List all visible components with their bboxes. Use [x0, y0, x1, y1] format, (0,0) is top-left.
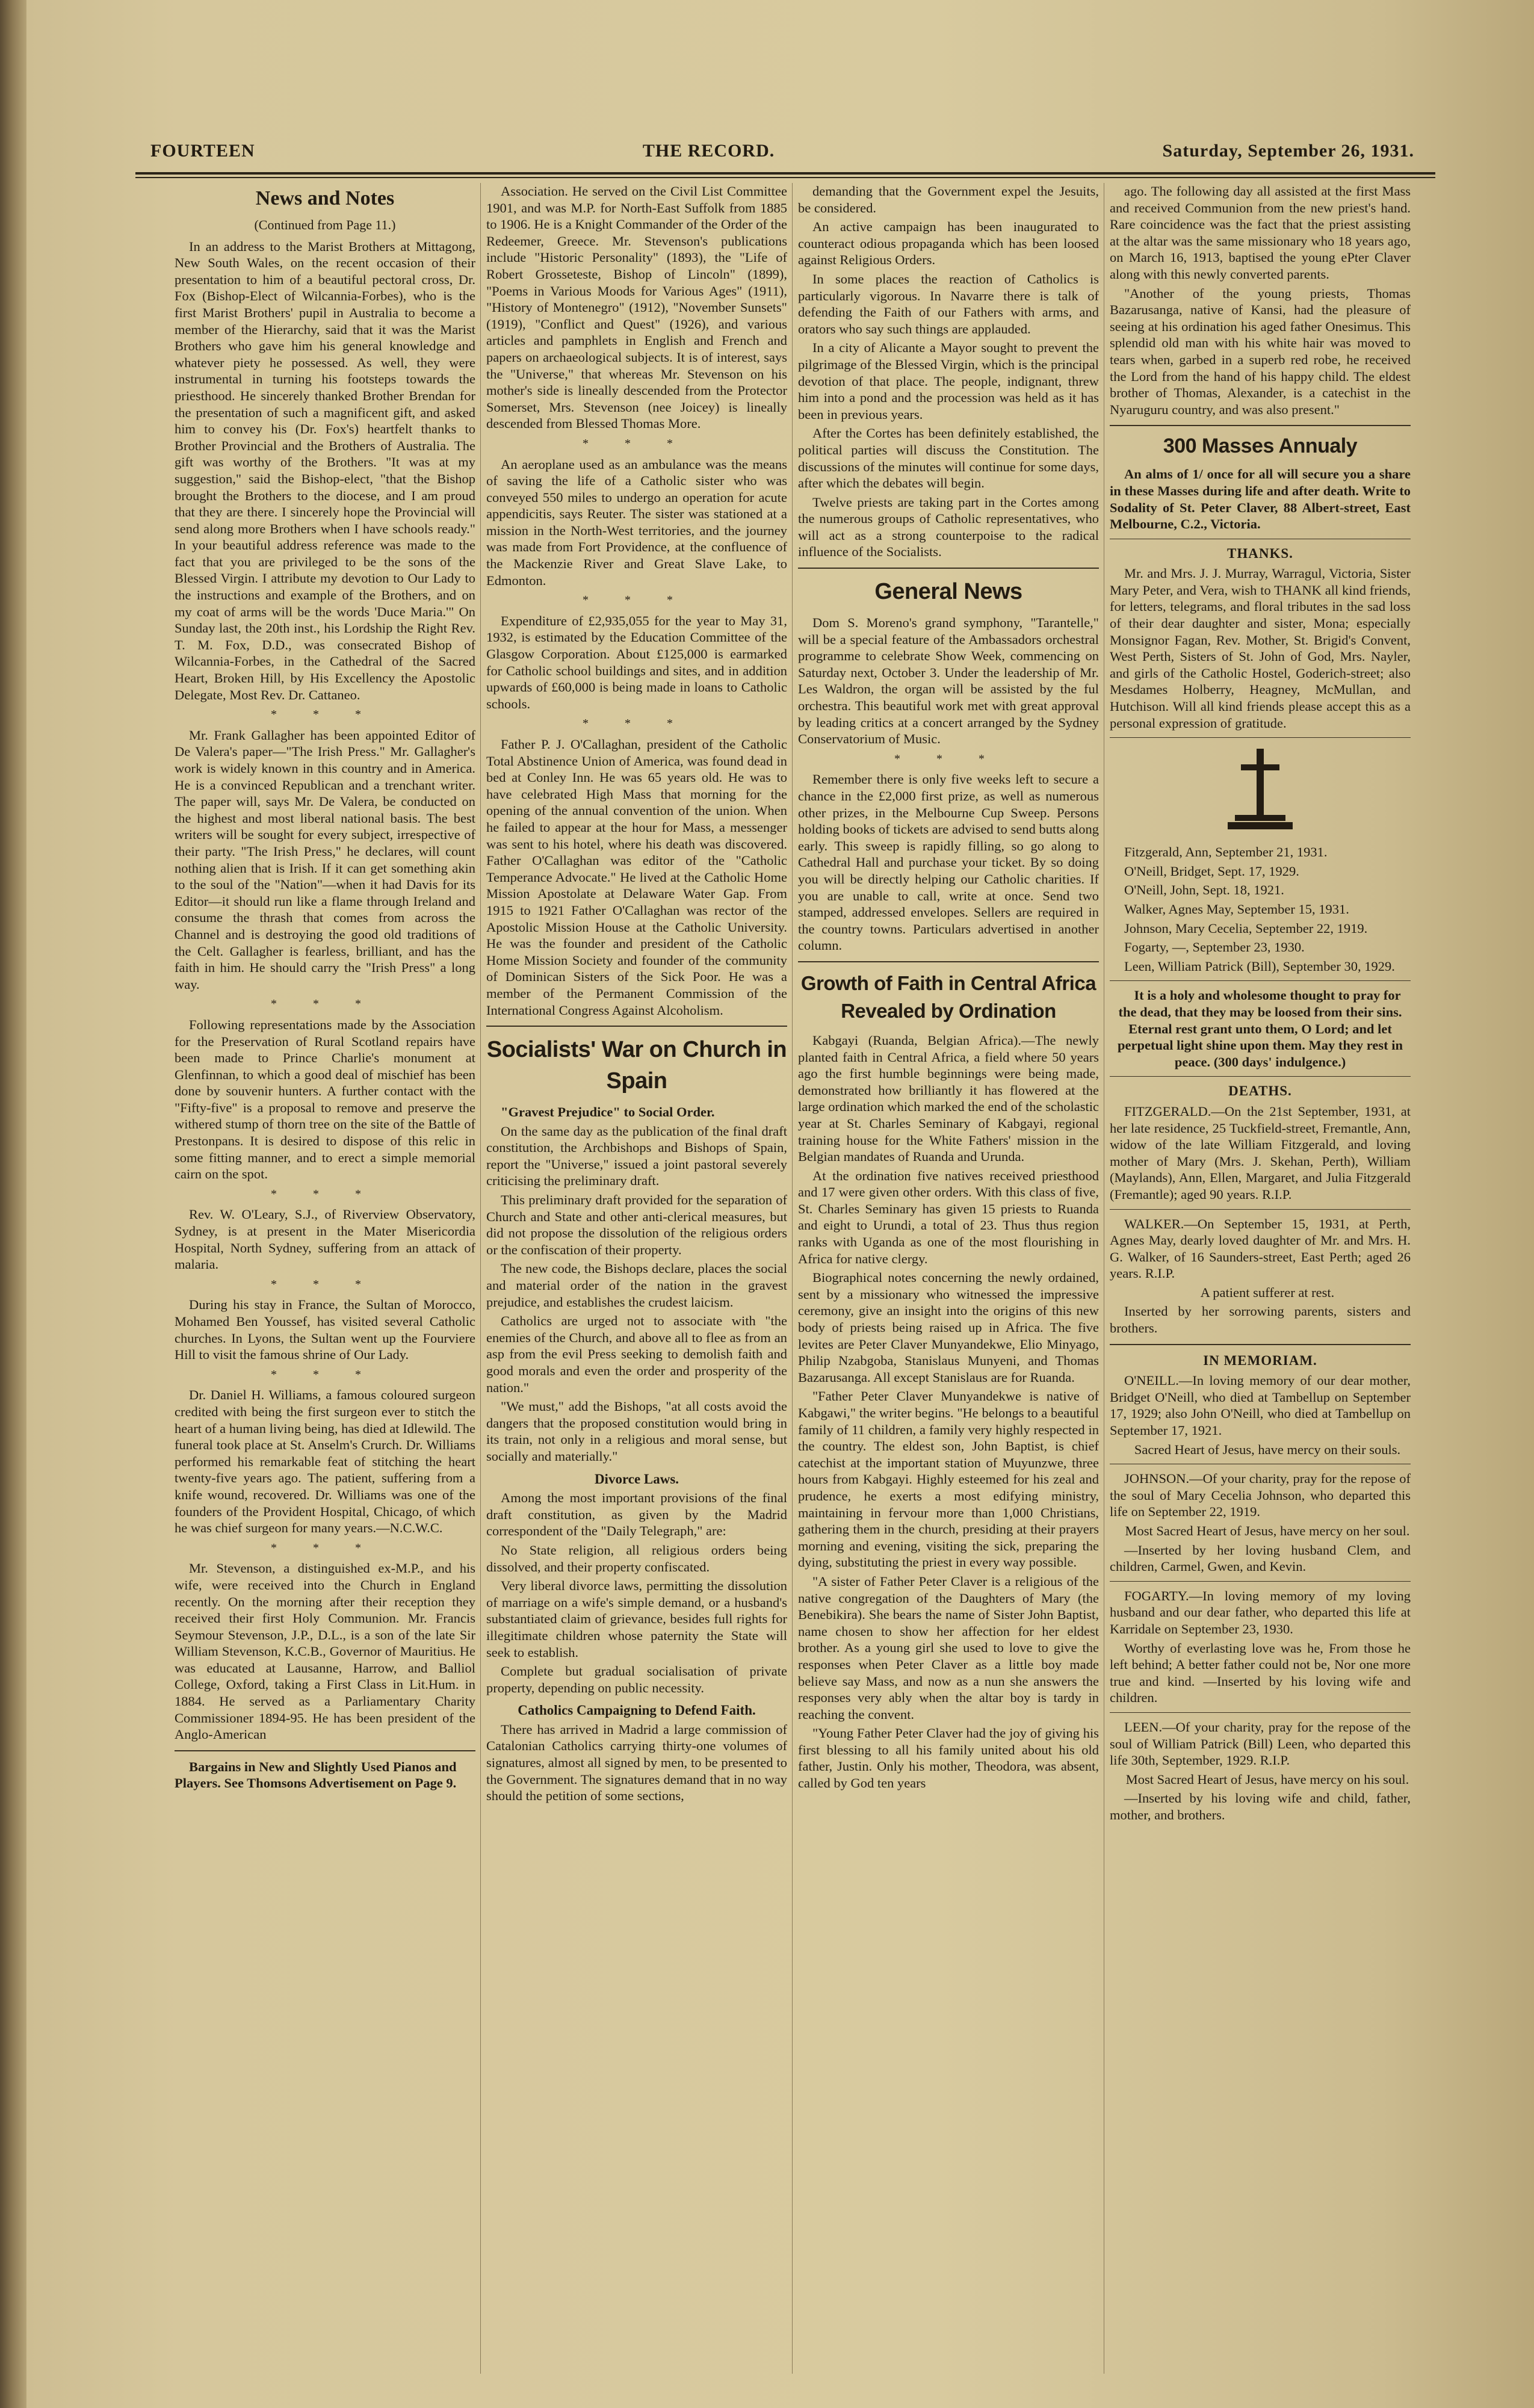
- article-paragraph: Association. He served on the Civil List Committee 1901, and was M.P. for North-East Suffolk from 1885 to 1906. He is a Knight Commander of the Order of the Redeemer, Greece. Mr. Stevenson's publications include "Historic Personality" (1893), the "Life of Robert Grosseteste, Bishop of Lincoln" (1899), "Poems in Various Moods for Various Ages" (1911), "History of Montenegro" (1912), "November Sunsets" (1919), "Conflict and Quest" (1926), and various articles and pamphlets in English and French and papers on archaeological subjects. It is of interest, says the "Universe," that whereas Mr. Stevenson on his mother's side is lineally descended from the Protector Somerset, Mrs. Stevenson (nee Joicey) is lineally descended from Blessed Thomas More.: [486, 184, 787, 432]
- divider: [175, 1750, 475, 1751]
- article-paragraph: "We must," add the Bishops, "at all costs avoid the dangers that the proposed constitution would bring in its train, not only in a religious and moral sense, but socially and materially.": [486, 1399, 787, 1464]
- piano-advertisement: Bargains in New and Slightly Used Pianos and Players. See Thomsons Advertisement on Page 9.: [175, 1759, 457, 1791]
- article-paragraph: An aeroplane used as an ambulance was the means of saving the life of a Catholic sister who was conveyed 550 miles to undergo an operation for acute appendicitis, says Reuter. The sister was stationed at a mission in the North-West territories, and the journey was made from Fort Providence, at the confluence of the Mackenzie River and Great Slave Lake, to Edmonton.: [486, 456, 787, 588]
- article-paragraph: At the ordination five natives received priesthood and 17 were given other orders. With this class of five, St. Charles Seminary has given 15 priests to Ruanda and eight to Urundi, a total of 23. Thus thus region ranks with Uganda as one of the most flourishing in Africa for native clergy.: [798, 1168, 1099, 1266]
- column-2: [486, 183, 787, 2374]
- article-paragraph: Very liberal divorce laws, permitting the dissolution of marriage on a wife's simple demand, or a husband's substantiated claim of grievance, besides full rights for illegitimate children whose paternity the State will seek to establish.: [486, 1578, 787, 1660]
- article-paragraph: Dr. Daniel H. Williams, a famous coloured surgeon credited with being the first surgeon ever to stitch the heart of a human living being, has died at Idlewild. The funeral took place at St. Anselm's Crurch. Dr. Williams performed his remarkable feat of stitching the heart twenty-five years ago. The patient, suffering from a knife wound, recovered. Dr. Williams was one of the founders of the Provident Hospital, Chicago, of which he was chief surgeon for many years.—N.C.W.C.: [175, 1387, 475, 1536]
- divider: [1110, 980, 1411, 981]
- article-paragraph: There has arrived in Madrid a large commission of Catalonian Catholics carrying thirty-one volumes of signatures, almost all signed by men, to be presented to the Government. The signatures demand that in no way should the petition of some sections,: [486, 1721, 787, 1804]
- star-separator: ***: [894, 752, 1021, 766]
- divider: [1110, 1076, 1411, 1077]
- subheading-divorce-laws: Divorce Laws.: [594, 1471, 679, 1487]
- remembrance-entry: Fogarty, —, September 23, 1930.: [1124, 939, 1305, 955]
- memoriam-line: —Inserted by his loving wife and child, father, mother, and brothers.: [1110, 1791, 1411, 1822]
- article-paragraph: Father P. J. O'Callaghan, president of the Catholic Total Abstinence Union of America, was found dead in bed at Conley Inn. He was 65 years old. He was to have celebrated High Mass that morning for the opening of the annual convention of the union. When he failed to appear at the hour for Mass, a messenger was sent to his hotel, where his death was discovered. Father O'Callaghan was editor of the "Catholic Temperance Advocate." He lived at the Catholic Home Mission Apostolate at Delaware Water Gap. From 1915 to 1921 Father O'Callaghan was rector of the Apostolic Mission House at the Catholic University. He was the founder and president of the Catholic Home Mission Society and founder of the community of Dominican Sisters of the Sick Poor. He was a member of the Permanent Commission of the International Congress Against Alcoholism.: [486, 737, 787, 1018]
- headline-socialists-war: Socialists' War on Church in Spain: [486, 1037, 787, 1094]
- remembrance-entry: Johnson, Mary Cecelia, September 22, 1919.: [1124, 920, 1368, 936]
- article-paragraph: Following representations made by the Association for the Preservation of Rural Scotland repairs have been made to Prince Charlie's monument at Glenfinnan, to which a good deal of mischief has been done by souvenir hunters. A further contact with the "Fifty-five" is a proposal to remove and preserve the withered stump of thorn tree on the site of the Battle of Prestonpans. It is desired to dispose of this relic in some fitting manner, and to erect a simple memorial cairn on the spot.: [175, 1017, 475, 1182]
- star-separator: ***: [271, 997, 397, 1011]
- article-paragraph: Complete but gradual socialisation of private property, depending on public necessity.: [486, 1664, 787, 1695]
- article-paragraph: In some places the reaction of Catholics is particularly vigorous. In Navarre there is talk of defending the Faith of our Fathers with arms, and orators who say such things are applauded.: [798, 271, 1099, 336]
- star-separator: ***: [271, 1277, 397, 1291]
- article-paragraph: On the same day as the publication of the final draft constitution, the Archbishops and Bishops of Spain, report the "Universe," issued a joint pastoral severely criticising the preliminary draft.: [486, 1123, 787, 1189]
- article-paragraph: An active campaign has been inaugurated to counteract odious propaganda which has been loosed against Religious Orders.: [798, 219, 1099, 268]
- article-paragraph: Among the most important provisions of the final draft constitution, as given by the Madrid correspondent of the "Daily Telegraph," are:: [486, 1490, 787, 1539]
- memoriam-line: Most Sacred Heart of Jesus, have mercy on her soul.: [1125, 1523, 1410, 1538]
- star-separator: ***: [271, 1367, 397, 1381]
- masthead: [150, 137, 1414, 165]
- memoriam-notice: FOGARTY.—In loving memory of my loving husband and our dear father, who departed this life at Karridale on September 23, 1930.: [1110, 1588, 1411, 1636]
- article-paragraph: demanding that the Government expel the Jesuits, be considered.: [798, 184, 1099, 215]
- article-paragraph: Expenditure of £2,935,055 for the year to May 31, 1932, is estimated by the Education Committee of the Glasgow Corporation. About £125,000 is earmarked for Catholic school buildings and sites, and in addition upwards of £60,000 is being made in loans to Catholic schools.: [486, 613, 787, 711]
- page-number: FOURTEEN: [150, 141, 255, 161]
- deaths-heading: DEATHS.: [1228, 1083, 1292, 1099]
- divider: [1110, 425, 1411, 426]
- article-paragraph: "Young Father Peter Claver had the joy of giving his first blessing to all his family united about his old father, Justin. Only his mother, Theodora, was absent, called by God ten years: [798, 1726, 1099, 1791]
- in-memoriam-heading: IN MEMORIAM.: [1203, 1352, 1317, 1368]
- memoriam-notice: O'NEILL.—In loving memory of our dear mother, Bridget O'Neill, who died at Tambellup on September 17, 1929; also John O'Neill, who died at Tambellup on September 17, 1921.: [1110, 1373, 1411, 1438]
- memoriam-notice: JOHNSON.—Of your charity, pray for the repose of the soul of Mary Cecelia Johnson, who departed this life on September 22, 1919.: [1110, 1471, 1411, 1520]
- remembrance-entry: Fitzgerald, Ann, September 21, 1931.: [1124, 844, 1328, 860]
- column-1: [175, 183, 475, 2374]
- remembrance-entry: O'Neill, Bridget, Sept. 17, 1929.: [1124, 863, 1299, 879]
- article-paragraph: This preliminary draft provided for the separation of Church and State and other anti-clerical measures, but did not propose the dissolution of the religious orders or the confiscation of their property.: [486, 1192, 787, 1257]
- article-paragraph: ago. The following day all assisted at the first Mass and received Communion from the new priest's hand. Rare coincidence was the fact that the priest assisting at the altar was the same missionary who 18 years ago, on March 16, 1913, baptised the young ePter Claver along with this newly converted parents.: [1110, 184, 1411, 282]
- article-paragraph: During his stay in France, the Sultan of Morocco, Mohamed Ben Youssef, has visited several Catholic churches. In Lyons, the Sultan went up the Fourviere Hill to visit the famous shrine of Our Lady.: [175, 1297, 475, 1363]
- star-separator: ***: [271, 1541, 397, 1555]
- star-separator: ***: [583, 593, 709, 607]
- headline-general-news: General News: [874, 579, 1022, 605]
- article-paragraph: "Another of the young priests, Thomas Bazarusanga, native of Kansi, had the pleasure of seeing at his ordination his aged father Onesimus. This splendid old man with his white hair was moved to tears when, garbed in a superb red robe, he received the Lord from the hand of his happy child. The eldest brother of Thomas, Alexander, is a catechist in the Nyaruguru country, and was also present.": [1110, 285, 1411, 417]
- article-paragraph: Twelve priests are taking part in the Cortes among the numerous groups of Catholic representatives, who will act as a strong counterpoise to the radical influence of the Socialists.: [798, 494, 1099, 560]
- memorial-cross-icon: [1224, 746, 1296, 837]
- masses-notice: An alms of 1/ once for all will secure you a share in these Masses during life and after death. Write to Sodality of St. Peter Claver, 88 Albert-street, East Melbourne, C.2., Victoria.: [1110, 466, 1411, 532]
- divider: [486, 1026, 787, 1027]
- column-4: [1110, 183, 1411, 2374]
- death-notice: WALKER.—On September 15, 1931, at Perth, Agnes May, dearly loved daughter of Mr. and Mrs. H. G. Walker, of 16 Saunders-street, East Perth; aged 26 years. R.I.P.: [1110, 1216, 1411, 1281]
- remembrance-entry: Walker, Agnes May, September 15, 1931.: [1124, 902, 1349, 917]
- thanks-notice: Mr. and Mrs. J. J. Murray, Warragul, Victoria, Sister Mary Peter, and Vera, wish to THANK all kind friends, for letters, telegrams, and floral tributes in the sad loss of their dear daughter and sister, Mona; especially Monsignor Fagan, Rev. Mother, St. Brigid's Convent, West Perth, Sisters of St. John of God, Mrs. Nayler, and girls of the Catholic Hostel, Goderich-street; also Mesdames Holberry, Heagney, McMullan, and Hutchison. Will all kind friends please accept this as a personal expression of gratitude.: [1110, 566, 1411, 731]
- article-paragraph: Kabgayi (Ruanda, Belgian Africa).—The newly planted faith in Central Africa, a field where 50 years ago the first humble beginnings were being made, demonstrated how brilliantly it has flowered at the large ordination which marked the end of the scholastic year at St. Charles Seminary of Kabgayi, regional training house for the White Fathers' mission in the Belgian mandates of Ruanda and Urunda.: [798, 1032, 1099, 1165]
- death-notice-line: A patient sufferer at rest.: [1200, 1284, 1335, 1300]
- divider: [1110, 737, 1411, 738]
- memoriam-line: Sacred Heart of Jesus, have mercy on their souls.: [1134, 1441, 1401, 1457]
- subheading-catholics-campaigning: Catholics Campaigning to Defend Faith.: [518, 1703, 756, 1718]
- article-paragraph: "Father Peter Claver Munyandekwe is native of Kabgawi," the writer begins. "He belongs to a beautiful family of 11 children, a family very highly respected in the country. The eldest son, John Baptist, is chief catechist at the important station of Muyunzwe, three hours from Kabgayi. Highly esteemed for his zeal and prudence, he exerts a most edifying ministry, maintaining in fervour more than 1,000 Christians, gathering them in the church, presiding at their prayers morning and evening, visiting the sick, preparing the dying, substituting the priest in every way possible.: [798, 1388, 1099, 1570]
- article-paragraph: After the Cortes has been definitely established, the political parties will discuss the Constitution. The discussions of the minutes will continue for some days, after which the debates will begin.: [798, 426, 1099, 491]
- header-rule: [135, 172, 1435, 175]
- memoriam-verse: Worthy of everlasting love was he, From those he left behind; A better father could not be, Nor one more true and kind. —Inserted by his loving wife and children.: [1110, 1640, 1411, 1706]
- thanks-heading: THANKS.: [1227, 545, 1293, 561]
- article-paragraph: Rev. W. O'Leary, S.J., of Riverview Observatory, Sydney, is at present in the Mater Misericordia Hospital, North Sydney, suffering from an attack of malaria.: [175, 1207, 475, 1272]
- divider: [1110, 1344, 1411, 1345]
- article-lead: "Gravest Prejudice" to Social Order.: [501, 1104, 715, 1120]
- column-rule: [792, 183, 793, 2374]
- divider: [798, 568, 1099, 569]
- memoriam-line: Most Sacred Heart of Jesus, have mercy on his soul.: [1125, 1771, 1409, 1787]
- star-separator: ***: [583, 436, 709, 450]
- header-rule-thin: [135, 177, 1435, 178]
- death-notice: FITZGERALD.—On the 21st September, 1931, at her late residence, 25 Tuckfield-street, Fremantle, Ann, widow of the late William Fitzgerald, and loving mother of Mary (Mrs. J. Skehan, Perth), William (Maylands), Ann, Ellen, Margaret, and Julia Fitzgerald (Fremantle); aged 90 years. R.I.P.: [1110, 1103, 1411, 1202]
- headline-growth-of-faith: Growth of Faith in Central Africa Revealed by Ordination: [800, 971, 1096, 1022]
- star-separator: ***: [583, 717, 709, 731]
- article-paragraph: The new code, the Bishops declare, places the social and material order of the nation in the gravest prejudice, and establishes the crudest laicism.: [486, 1261, 787, 1310]
- remembrance-entry: Leen, William Patrick (Bill), September 30, 1929.: [1124, 958, 1395, 974]
- memoriam-line: —Inserted by her loving husband Clem, and children, Carmel, Gwen, and Kevin.: [1110, 1542, 1411, 1574]
- column-rule: [480, 183, 481, 2374]
- headline-300-masses: 300 Masses Annualy: [1163, 435, 1358, 458]
- article-paragraph: Mr. Stevenson, a distinguished ex-M.P., and his wife, were received into the Church in England recently. On the morning after their reception they received their first Holy Communion. Mr. Francis Seymour Stevenson, J.P., D.L., is a son of the late Sir William Stevenson, K.C.B., Governor of Mauritius. He was educated at Lausanne, Harrow, and Balliol College, Oxford, taking a First Class in Lit.Hum. in 1884. He served as a Parliamentary Charity Commissioner 1894-95. He has been president of the Anglo-American: [175, 1561, 475, 1742]
- article-paragraph: No State religion, all religious orders being dissolved, and their property confiscated.: [486, 1542, 787, 1574]
- article-paragraph: Remember there is only five weeks left to secure a chance in the £2,000 first prize, as well as numerous other prizes, in the Melbourne Cup Sweep. Persons holding books of tickets are advised to send butts along early. This sweep is rapidly filling, so go along to Cathedral Hall and purchase your ticket. By so doing you will be directly helping our Catholic charities. If you are unable to call, write at once. Send two stamped, addressed envelopes. Sellers are required in the country towns. Particulars advertised in another column.: [798, 772, 1099, 953]
- remembrance-entry: O'Neill, John, Sept. 18, 1921.: [1124, 882, 1284, 898]
- issue-date: Saturday, September 26, 1931.: [1162, 141, 1414, 161]
- article-paragraph: Mr. Frank Gallagher has been appointed Editor of De Valera's paper—"The Irish Press." Mr. Gallagher's work is widely known in this country and in America. He is a convinced Republican and a trenchant writer. The paper will, says Mr. De Valera, be conducted on the highest and most liberal national basis. The best writers will be sought for every subject, irrespective of their party. "The Irish Press," he declares, will count nothing alien that is Irish. If it can get something akin to the soul of the "Nation"—when it had Davis for its Editor—it should run like a flame through Ireland and consume the thrash that comes from across the Channel and is destroying the good old traditions of the Celt. Gallagher is fearless, brilliant, and has the faith in him. He should carry the "Irish Press" a long way.: [175, 727, 475, 992]
- article-paragraph: In a city of Alicante a Mayor sought to prevent the pilgrimage of the Blessed Virgin, which is the principal devotion of that place. The people, indignant, threw him into a pond and the procession was held as it has been in previous years.: [798, 340, 1099, 422]
- divider: [1110, 1712, 1411, 1713]
- paper-name: THE RECORD.: [642, 141, 775, 161]
- column-3: [798, 183, 1099, 2374]
- article-paragraph: "A sister of Father Peter Claver is a religious of the native congregation of the Daughters of Mary (the Benebikira). She bears the name of Sister John Baptist, name chosen to show her affection for her eldest brother. As a young girl she used to love to give the responses when Peter Claver as a little boy made believe say Mass, and now as a nun she answers the responses very ably when the altar boy is tardy in reaching the convent.: [798, 1573, 1099, 1722]
- page-binding: [0, 0, 26, 2408]
- star-separator: ***: [271, 1187, 397, 1201]
- star-separator: ***: [271, 708, 397, 722]
- article-paragraph: Dom S. Moreno's grand symphony, "Tarantelle," will be a special feature of the Ambassadors orchestral programme to celebrate Show Week, commencing on Saturday next, October 3. Under the leadership of Mr. Les Waldron, the organ will be assisted by the ful orchestra. This beautiful work met with great approval by leading critics at a concert arranged by the Sydney Conservatorium of Music.: [798, 615, 1099, 747]
- article-paragraph: In an address to the Marist Brothers at Mittagong, New South Wales, on the recent occasion of their presentation to him of a beautiful pectoral cross, Dr. Fox (Bishop-Elect of Wilcannia-Forbes), who is the first Marist Brothers' pupil in Australia to become a member of the Hierarchy, said that it was the Marist Brothers who gave him his general knowledge and whatever piety he possessed. As well, they were instrumental in turning his footsteps towards the priesthood. He sincerely thanked Brother Brendan for the presentation of such a magnificent gift, and asked him to convey his (Dr. Fox's) heartfelt thanks to Brother Provincial and the Brothers of Australia. The gift was worthy of the Brothers. "It was at my suggestion," said the Bishop-elect, "that the Bishop brought the Brothers to the diocese, and I am proud that they are there. I sincerely hope the Provincial will send along more Brothers when I have schools ready." In your beautiful address reference was made to the fact that you are privileged to be the sons of the Blessed Virgin. I attribute my devotion to Our Lady to the instructions and example of the Brothers, and on my coat of arms will be the words 'Duce Maria.'" On Sunday last, the 20th inst., his Lordship the Right Rev. T. M. Fox, D.D., was consecrated Bishop of Wilcannia-Forbes, in the Cathedral of the Sacred Heart, Broken Hill, by His Excellency the Apostolic Delegate, Most Rev. Dr. Cattaneo.: [175, 238, 475, 702]
- divider: [1110, 1209, 1411, 1210]
- memoriam-notice: LEEN.—Of your charity, pray for the repose of the soul of William Patrick (Bill) Leen, who departed this life 30th, September, 1929. R.I.P.: [1110, 1719, 1411, 1768]
- prayer-for-dead: It is a holy and wholesome thought to pray for the dead, that they may be loosed from their sins. Eternal rest grant unto them, O Lord; and let perpetual light shine upon them. May they rest in peace. (300 days' indulgence.): [1118, 988, 1403, 1069]
- continued-note: (Continued from Page 11.): [254, 217, 396, 232]
- article-paragraph: Catholics are urged not to associate with "the enemies of the Church, and above all to flee as from an asp from the evil Press seeking to demolish faith and good morals and even the order and prosperity of the nation.": [486, 1313, 787, 1395]
- death-notice-line: Inserted by her sorrowing parents, sisters and brothers.: [1110, 1304, 1411, 1336]
- divider: [798, 961, 1099, 962]
- divider: [1110, 1581, 1411, 1582]
- article-paragraph: Biographical notes concerning the newly ordained, sent by a missionary who witnessed the impressive ceremony, give an insight into the origins of this new body of priests being raised up in Africa. The five levites are Peter Claver Munyandekwe, Elio Minyago, Philip Nzabgoba, Stanislaus Munyeni, and Thomas Bazarusanga. All except Stanislaus are for Ruanda.: [798, 1270, 1099, 1385]
- section-title-news-and-notes: News and Notes: [255, 187, 395, 209]
